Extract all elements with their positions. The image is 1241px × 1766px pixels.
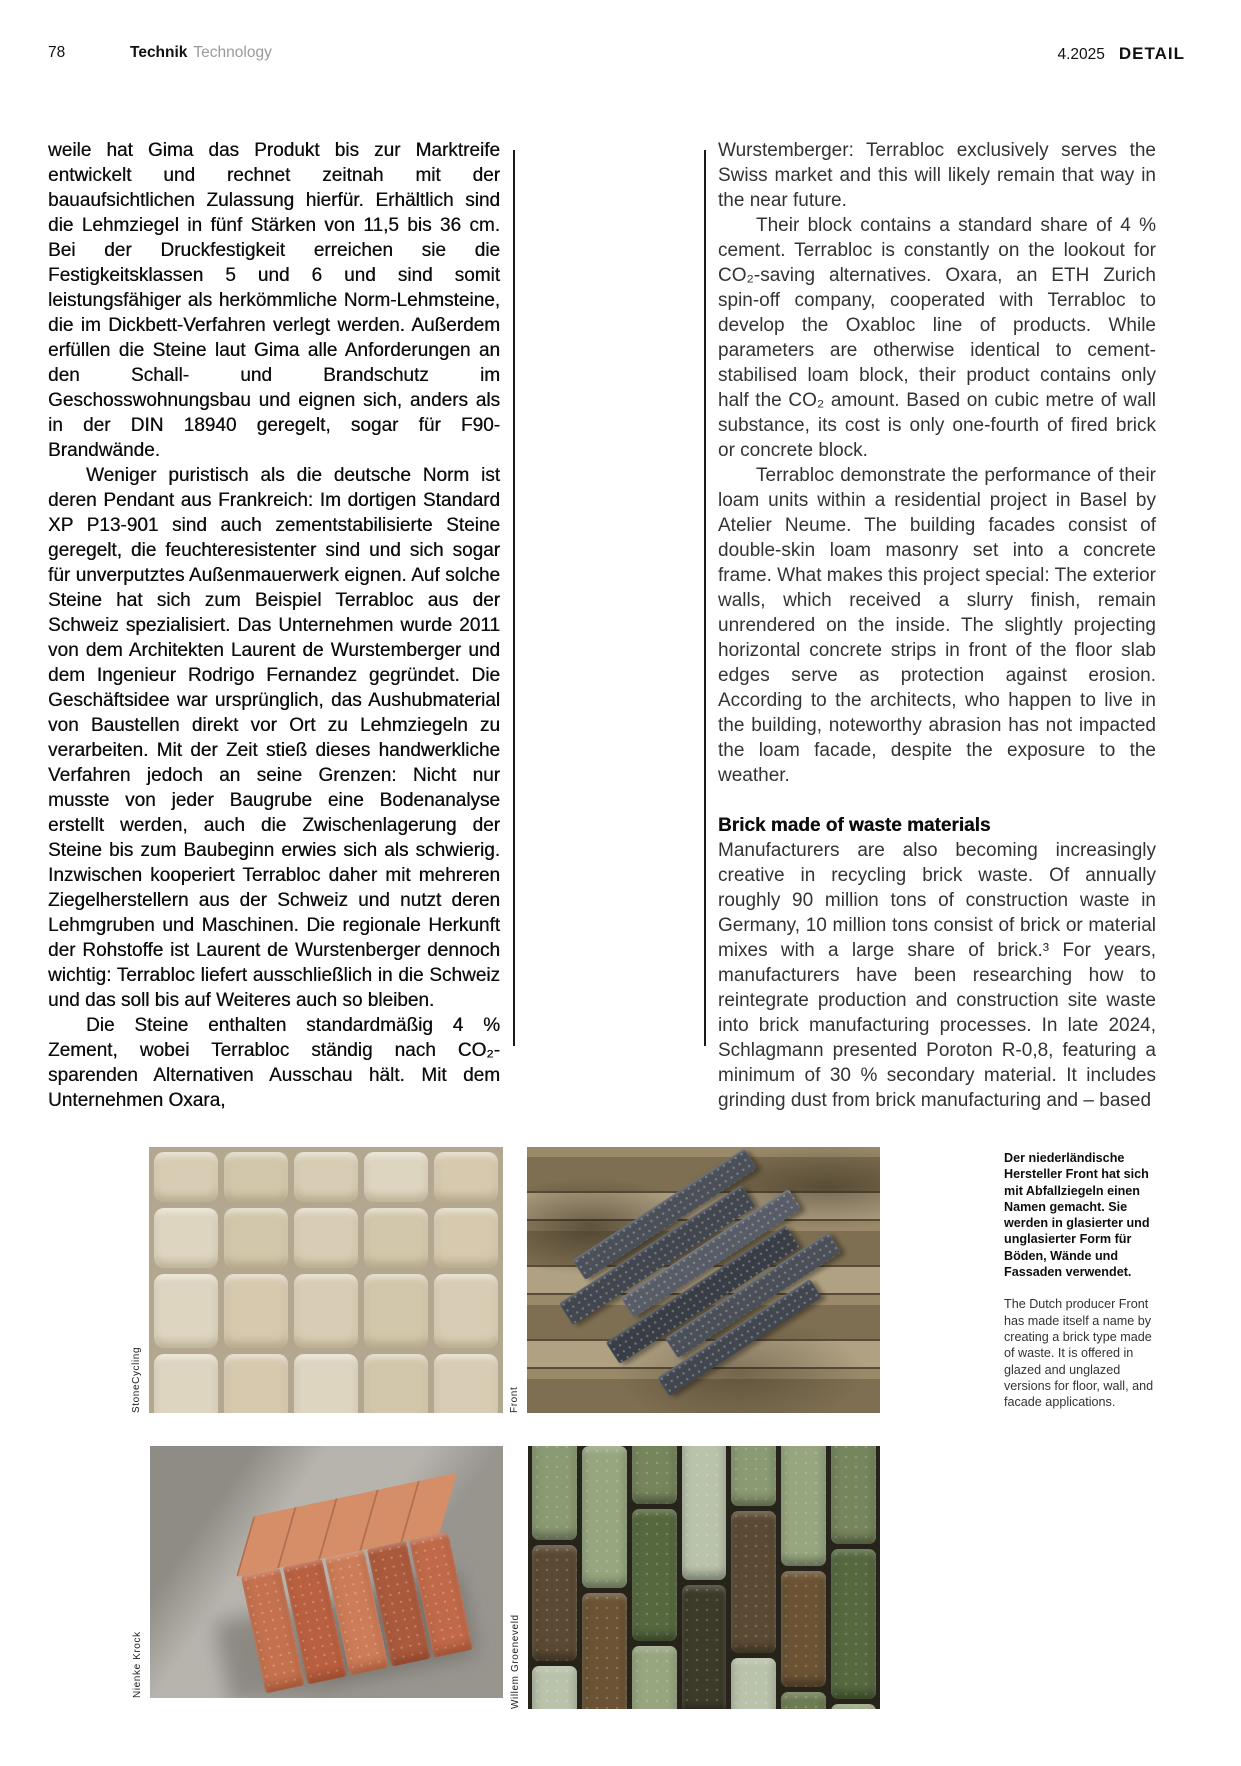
photo-texture (364, 1354, 428, 1413)
photo-texture (682, 1585, 727, 1709)
photo-stonecycling-bricks (149, 1147, 503, 1413)
photo-texture (364, 1274, 428, 1348)
english-text-column (718, 138, 1156, 1113)
header-right (1057, 44, 1185, 64)
photo-texture (731, 1658, 776, 1709)
caption-german: Der niederländische Hersteller Front hat sich mit Abfallziegeln einen Namen gemacht. Sie werden in glasierter und unglasierter Form für Böden, Wände und Fassaden verwendet. (1004, 1151, 1150, 1280)
photo-texture (434, 1152, 498, 1202)
photo-front-grey-bricks (527, 1147, 880, 1413)
english-paragraph: Wurstemberger: Terrabloc exclusively serves the Swiss market and this will likely remain that way in the near future. (718, 140, 1156, 211)
photo-texture (364, 1152, 428, 1202)
photo-texture (294, 1152, 358, 1202)
photo-texture (154, 1208, 218, 1268)
photo-texture (434, 1208, 498, 1268)
photo-texture (582, 1446, 627, 1709)
detail-logo: DETAIL (1118, 44, 1185, 63)
photo-texture (434, 1274, 498, 1348)
photo-texture (224, 1354, 288, 1413)
photo-texture (632, 1646, 677, 1709)
german-text-column (48, 138, 500, 1113)
photo-texture (781, 1571, 826, 1687)
photo-texture (632, 1446, 677, 1709)
english-paragraph: Their block contains a standard share of 4 % cement. Terrabloc is constantly on the lookout for CO₂-saving alternatives. Oxara, an ETH Zurich spin-off company, cooperated with Terrabloc to develop the Oxabloc line of products. While parameters are otherwise identical to cement-stabilised loam block, their product contains only half the CO₂ amount. Based on cubic metre of wall substance, its cost is only one-fourth of fired brick or concrete block. (718, 215, 1156, 461)
photo-texture (532, 1446, 577, 1709)
column-rule-right (704, 150, 706, 1046)
photo-texture (831, 1446, 876, 1544)
subheading-brick-waste: Brick made of waste materials (718, 815, 991, 836)
photo-texture (632, 1509, 677, 1641)
photo-texture (294, 1208, 358, 1268)
photo-texture (532, 1446, 577, 1540)
photo-texture (682, 1446, 727, 1709)
photo-texture (532, 1545, 577, 1661)
issue-number: 4.2025 (1057, 46, 1105, 63)
page-header (0, 44, 1241, 66)
german-paragraph: Die Steine enthalten standardmäßig 4 % Zement, wobei Terrabloc ständig nach CO₂-sparenden Alternativen Ausschau hält. Mit dem Unternehmen Oxara, (48, 1015, 500, 1111)
english-paragraph: Manufacturers are also becoming increasingly creative in recycling brick waste. Of annually roughly 90 million tons of construction waste in Germany, 10 million tons consist of brick or material mixes with a large share of brick.³ For years, manufacturers have been researching how to reintegrate production and construction site waste into brick manufacturing processes. In late 2024, Schlagmann presented Poroton R-0,8, featuring a minimum of 30 % secondary material. It includes grinding dust from brick manufacturing and – based (718, 840, 1156, 1111)
photo-red-bricks (150, 1446, 503, 1698)
photo-texture (434, 1354, 498, 1413)
photo-texture (731, 1446, 776, 1709)
german-paragraph: Weniger puristisch als die deutsche Norm ist deren Pendant aus Frankreich: Im dortigen Standard XP P13-901 sind auch zementstabilisierte Steine geregelt, die feuchteresistenter sind und sich sogar für unverputztes Außenmauerwerk eignen. Auf solche Steine hat sich zum Beispiel Terrabloc aus der Schweiz spezialisiert. Das Unternehmen wurde 2011 von dem Architekten Laurent de Wurstemberger und dem Ingenieur Rodrigo Fernandez gegründet. Die Geschäftsidee war ursprünglich, das Aushubmaterial von Baustellen direkt vor Ort zu Lehmziegeln zu verarbeiten. Mit der Zeit stieß dieses handwerkliche Verfahren jedoch an seine Grenzen: Nicht nur musste von jeder Baugrube eine Bodenanalyse erstellt werden, auch die Zwischenlagerung der Steine bis zum Baubeginn erwies sich als schwierig. Inzwischen kooperiert Terrabloc daher mit mehreren Ziegelherstellern aus der Schweiz und nutzt deren Lehmgruben und Maschinen. Die regionale Herkunft der Rohstoffe ist Laurent de Wurstenberger dennoch wichtig: Terrabloc liefert ausschließlich in die Schweiz und das soll bis auf Weiteres auch so bleiben. (48, 465, 500, 1011)
photo-texture (781, 1692, 826, 1709)
section-title (130, 44, 272, 62)
photo-texture (781, 1446, 826, 1566)
photo-texture (781, 1446, 826, 1709)
photo-texture (154, 1274, 218, 1348)
photo-texture (582, 1593, 627, 1709)
photo-texture (154, 1152, 218, 1202)
photo-texture (731, 1446, 776, 1506)
photo-caption-block (1004, 1150, 1158, 1410)
photo-texture (831, 1446, 876, 1709)
photo-texture (224, 1274, 288, 1348)
column-rule-left (513, 150, 515, 1046)
photo-credit-nienke-krock: Nienke Krock (132, 1631, 143, 1698)
photo-texture (225, 1472, 491, 1698)
photo-texture (831, 1704, 876, 1709)
photo-texture (224, 1208, 288, 1268)
english-paragraph: Terrabloc demonstrate the performance of their loam units within a residential project in Basel by Atelier Neume. The building facades consist of double-skin loam masonry set into a concrete frame. What makes this project special: The exterior walls, which received a slurry finish, remain unrendered on the inside. The slightly projecting horizontal concrete strips in front of the floor slab edges serve as protection against erosion. According to the architects, who happen to live in the building, noteworthy abrasion has not impacted the loam facade, despite the exposure to the weather. (718, 465, 1156, 786)
photo-texture (364, 1208, 428, 1268)
section-title-english: Technology (193, 44, 272, 61)
photo-texture (154, 1354, 218, 1413)
photo-texture (831, 1549, 876, 1699)
caption-english: The Dutch producer Front has made itself a name by creating a brick type made of waste. It is offered in glazed and unglazed versions for floor, wall, and facade applications. (1004, 1297, 1154, 1410)
photo-texture (532, 1666, 577, 1709)
photo-texture (582, 1446, 627, 1588)
photo-credit-front: Front (509, 1386, 520, 1413)
page-number: 78 (48, 44, 66, 61)
photo-green-glazed-bricks (528, 1446, 880, 1709)
section-title-german: Technik (130, 44, 188, 61)
photo-texture (682, 1446, 727, 1580)
photo-texture (731, 1511, 776, 1653)
photo-texture (294, 1354, 358, 1413)
photo-texture (224, 1152, 288, 1202)
photo-texture (632, 1446, 677, 1504)
photo-credit-willem-groeneveld: Willem Groeneveld (510, 1614, 521, 1709)
photo-credit-stonecycling: StoneCycling (131, 1346, 142, 1413)
photo-texture (294, 1274, 358, 1348)
german-paragraph: weile hat Gima das Produkt bis zur Marktreife entwickelt und rechnet zeitnah mit der bauaufsichtlichen Zulassung hierfür. Erhältlich sind die Lehmziegel in fünf Stärken von 11,5 bis 36 cm. Bei der Druckfestigkeit erreichen sie die Festigkeitsklassen 5 und 6 und sind somit leistungsfähiger als herkömmliche Norm-Lehmsteine, die im Dickbett-Verfahren verlegt werden. Außerdem erfüllen die Steine laut Gima alle Anforderungen an den Schall- und Brandschutz im Geschosswohnungsbau und eignen sich, anders als in der DIN 18940 geregelt, sogar für F90-Brandwände. (48, 140, 500, 461)
